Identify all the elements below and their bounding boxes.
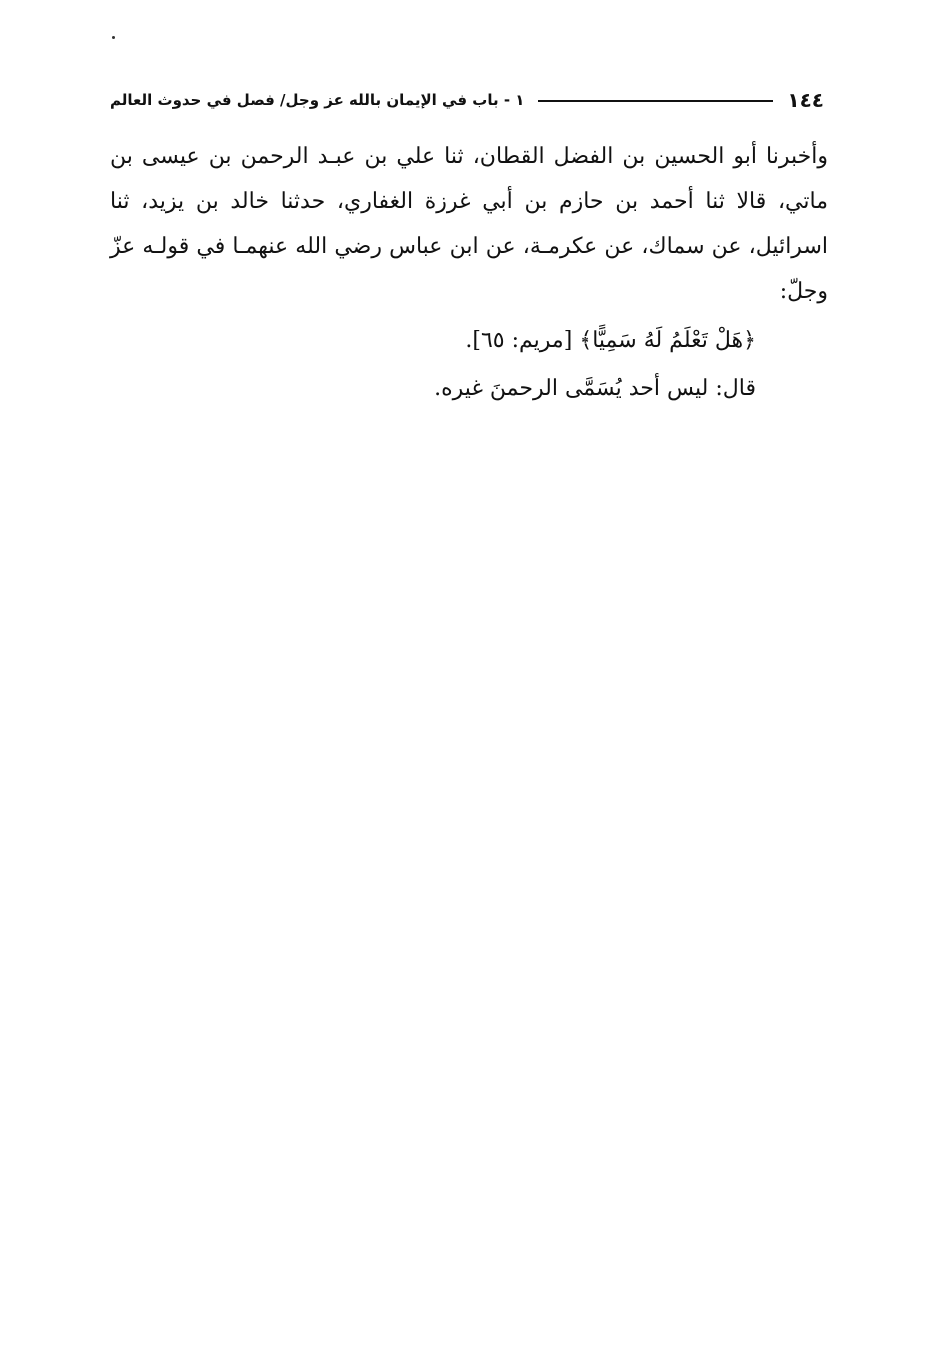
quran-quote-line (110, 318, 756, 363)
commentary-line (110, 366, 756, 411)
scan-speck (112, 36, 115, 39)
page-number: ١٤٤ (787, 88, 824, 112)
narration-text: وأخبرنا أبو الحسين بن الفضل القطان، ثنا علي بن عبـد الرحمن بن عيسى بن ماتي، قالا ثنا أحمد بن حازم بن أبي غرزة الغفاري، حدثنا خالد بن يزيد، ثنا اسرائيل، عن سماك، عن عكرمـة، عن ابن عباس رضي الله عنهمـا في قولـه عزّ وجلّ: (110, 144, 828, 304)
commentary-text: قال: ليس أحد يُسَمَّى الرحمنَ غيره. (434, 376, 756, 401)
chapter-title: ١ - باب في الإيمان بالله عز وجل/ فصل في حدوث العالم (110, 91, 525, 109)
verse-reference: [مريم: ٦٥]. (465, 328, 573, 353)
header-rule (538, 100, 773, 102)
quran-verse: ﴿هَلْ تَعْلَمُ لَهُ سَمِيًّا﴾ (579, 328, 756, 353)
body-paragraph (110, 134, 828, 314)
running-header (110, 86, 824, 114)
